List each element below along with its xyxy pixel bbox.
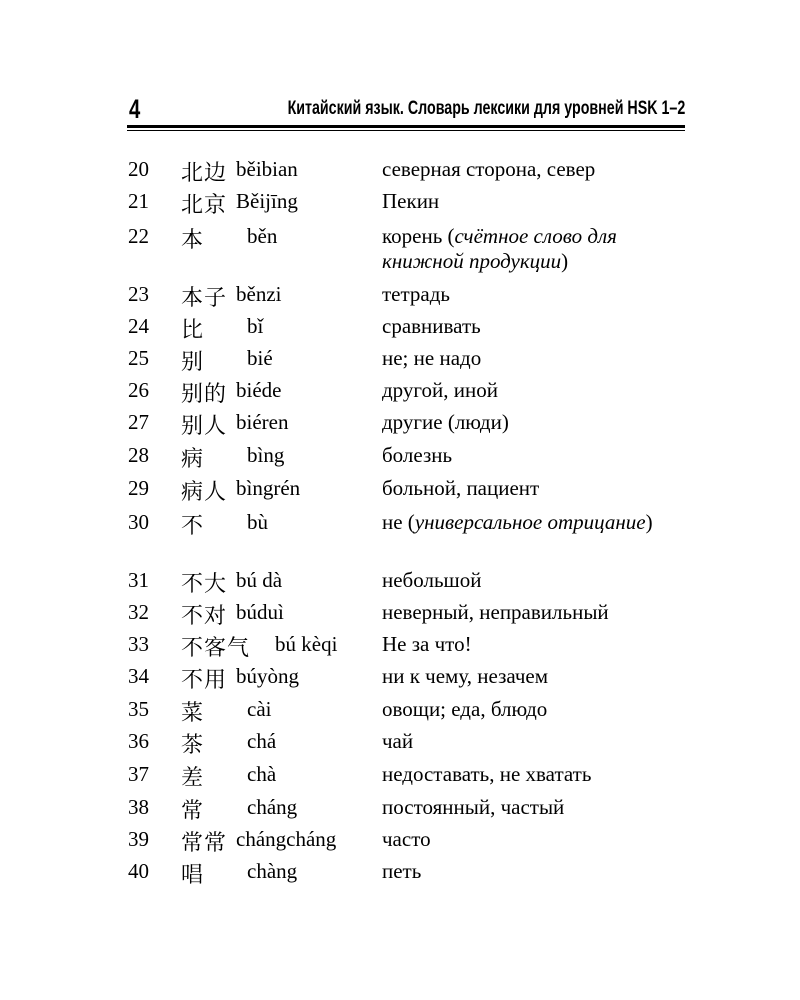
entry-translation bbox=[382, 859, 682, 884]
entry-pinyin: chàng bbox=[247, 859, 298, 883]
translation-text: недоставать, не хватать bbox=[382, 762, 592, 786]
entry-number: 30 bbox=[128, 510, 149, 534]
entry-translation bbox=[382, 827, 682, 852]
entry-pinyin: búduì bbox=[236, 600, 284, 624]
translation-text: овощи; еда, блюдо bbox=[382, 697, 548, 721]
entry-pinyin: chà bbox=[247, 762, 277, 786]
entry-hanzi: 常 bbox=[181, 799, 205, 824]
entry-pinyin: bǐ bbox=[247, 314, 264, 338]
translation-text: не ( bbox=[382, 510, 415, 534]
entry-pinyin: chá bbox=[247, 729, 277, 753]
entry-hanzi: 病人 bbox=[181, 480, 228, 505]
translation-closing: ) bbox=[561, 249, 569, 273]
entry-number: 21 bbox=[128, 189, 149, 213]
entry-pinyin: běibian bbox=[236, 157, 298, 181]
entry-hanzi: 比 bbox=[181, 318, 205, 343]
entry-hanzi: 北京 bbox=[181, 193, 228, 218]
entry-hanzi: 病 bbox=[181, 447, 205, 472]
entry-number: 36 bbox=[128, 729, 149, 753]
entry-number: 33 bbox=[128, 632, 149, 656]
entry-translation bbox=[382, 664, 682, 689]
entry-pinyin: bìngrén bbox=[236, 476, 301, 500]
entry-translation bbox=[382, 410, 682, 435]
entry-number: 35 bbox=[128, 697, 149, 721]
entry-number: 39 bbox=[128, 827, 149, 851]
entry-pinyin: běnzi bbox=[236, 282, 282, 306]
entry-number: 27 bbox=[128, 410, 149, 434]
entry-number: 23 bbox=[128, 282, 149, 306]
entry-hanzi: 唱 bbox=[181, 863, 205, 888]
page-header bbox=[127, 96, 685, 128]
entry-number: 25 bbox=[128, 346, 149, 370]
entry-translation bbox=[382, 510, 682, 535]
header-rule-thick bbox=[127, 125, 685, 128]
entry-number: 28 bbox=[128, 443, 149, 467]
entry-number: 40 bbox=[128, 859, 149, 883]
translation-italic-note: универсальное отрицание bbox=[414, 510, 646, 534]
entry-hanzi: 不 bbox=[181, 514, 205, 539]
entry-translation bbox=[382, 762, 682, 787]
translation-text: небольшой bbox=[382, 568, 482, 592]
entry-hanzi: 不大 bbox=[181, 572, 228, 597]
entry-translation bbox=[382, 378, 682, 403]
entry-translation bbox=[382, 795, 682, 820]
translation-text: не; не надо bbox=[382, 346, 482, 370]
translation-text: ни к чему, незачем bbox=[382, 664, 549, 688]
entry-number: 31 bbox=[128, 568, 149, 592]
entry-pinyin: bú kèqi bbox=[275, 632, 338, 656]
entry-hanzi: 本 bbox=[181, 228, 205, 253]
entry-number: 29 bbox=[128, 476, 149, 500]
entry-number: 38 bbox=[128, 795, 149, 819]
entry-translation bbox=[382, 476, 682, 501]
entry-hanzi: 常常 bbox=[181, 831, 228, 856]
entry-pinyin: bié bbox=[247, 346, 273, 370]
entry-number: 22 bbox=[128, 224, 149, 248]
entry-hanzi: 不用 bbox=[181, 668, 228, 693]
entry-translation bbox=[382, 282, 682, 307]
entry-pinyin: biéren bbox=[236, 410, 289, 434]
entry-hanzi: 别人 bbox=[181, 414, 228, 439]
entry-translation bbox=[382, 600, 682, 625]
translation-text: часто bbox=[382, 827, 431, 851]
translation-text: тетрадь bbox=[382, 282, 451, 306]
entry-pinyin: bù bbox=[247, 510, 268, 534]
entry-hanzi: 本子 bbox=[181, 286, 228, 311]
translation-text: петь bbox=[382, 859, 422, 883]
entry-hanzi: 北边 bbox=[181, 161, 228, 186]
entry-translation bbox=[382, 568, 682, 593]
translation-text: корень ( bbox=[382, 224, 455, 248]
entry-number: 34 bbox=[128, 664, 149, 688]
entry-pinyin: bìng bbox=[247, 443, 285, 467]
entry-translation bbox=[382, 314, 682, 339]
entry-translation bbox=[382, 189, 682, 214]
translation-text: Пекин bbox=[382, 189, 440, 213]
entry-hanzi: 不客气 bbox=[181, 636, 251, 661]
translation-closing: ) bbox=[645, 510, 653, 534]
translation-text: больной, пациент bbox=[382, 476, 540, 500]
entry-pinyin: bú dà bbox=[236, 568, 283, 592]
page-number: 4 bbox=[129, 94, 141, 124]
entry-hanzi: 菜 bbox=[181, 701, 205, 726]
entry-pinyin: chángcháng bbox=[236, 827, 337, 851]
entry-hanzi: 别的 bbox=[181, 382, 228, 407]
entry-translation bbox=[382, 443, 682, 468]
entry-hanzi: 别 bbox=[181, 350, 205, 375]
entry-pinyin: cài bbox=[247, 697, 272, 721]
translation-text: Не за что! bbox=[382, 632, 472, 656]
entry-pinyin: Běijīng bbox=[236, 189, 298, 213]
entry-hanzi: 茶 bbox=[181, 733, 205, 758]
entry-number: 32 bbox=[128, 600, 149, 624]
entry-translation bbox=[382, 697, 682, 722]
header-rule-thin bbox=[127, 130, 685, 131]
translation-text: северная сторона, север bbox=[382, 157, 596, 181]
entry-translation bbox=[382, 346, 682, 371]
entry-pinyin: běn bbox=[247, 224, 278, 248]
entry-pinyin: búyòng bbox=[236, 664, 299, 688]
entry-translation bbox=[382, 729, 682, 754]
translation-italic-note: счётное слово для книжной продукции bbox=[382, 224, 617, 273]
entry-hanzi: 不对 bbox=[181, 604, 228, 629]
running-title: Китайский язык. Словарь лексики для уровней HSK 1–2 bbox=[287, 98, 685, 119]
translation-text: другие (люди) bbox=[382, 410, 509, 434]
entry-hanzi: 差 bbox=[181, 766, 205, 791]
translation-text: сравнивать bbox=[382, 314, 481, 338]
entry-translation bbox=[382, 224, 682, 274]
entry-number: 26 bbox=[128, 378, 149, 402]
entry-number: 37 bbox=[128, 762, 149, 786]
translation-text: неверный, неправильный bbox=[382, 600, 609, 624]
entry-number: 24 bbox=[128, 314, 149, 338]
entry-pinyin: cháng bbox=[247, 795, 298, 819]
translation-text: постоянный, частый bbox=[382, 795, 565, 819]
translation-text: другой, иной bbox=[382, 378, 498, 402]
entry-translation bbox=[382, 157, 682, 182]
entry-translation bbox=[382, 632, 682, 657]
entry-pinyin: biéde bbox=[236, 378, 282, 402]
translation-text: чай bbox=[382, 729, 414, 753]
entry-number: 20 bbox=[128, 157, 149, 181]
translation-text: болезнь bbox=[382, 443, 453, 467]
